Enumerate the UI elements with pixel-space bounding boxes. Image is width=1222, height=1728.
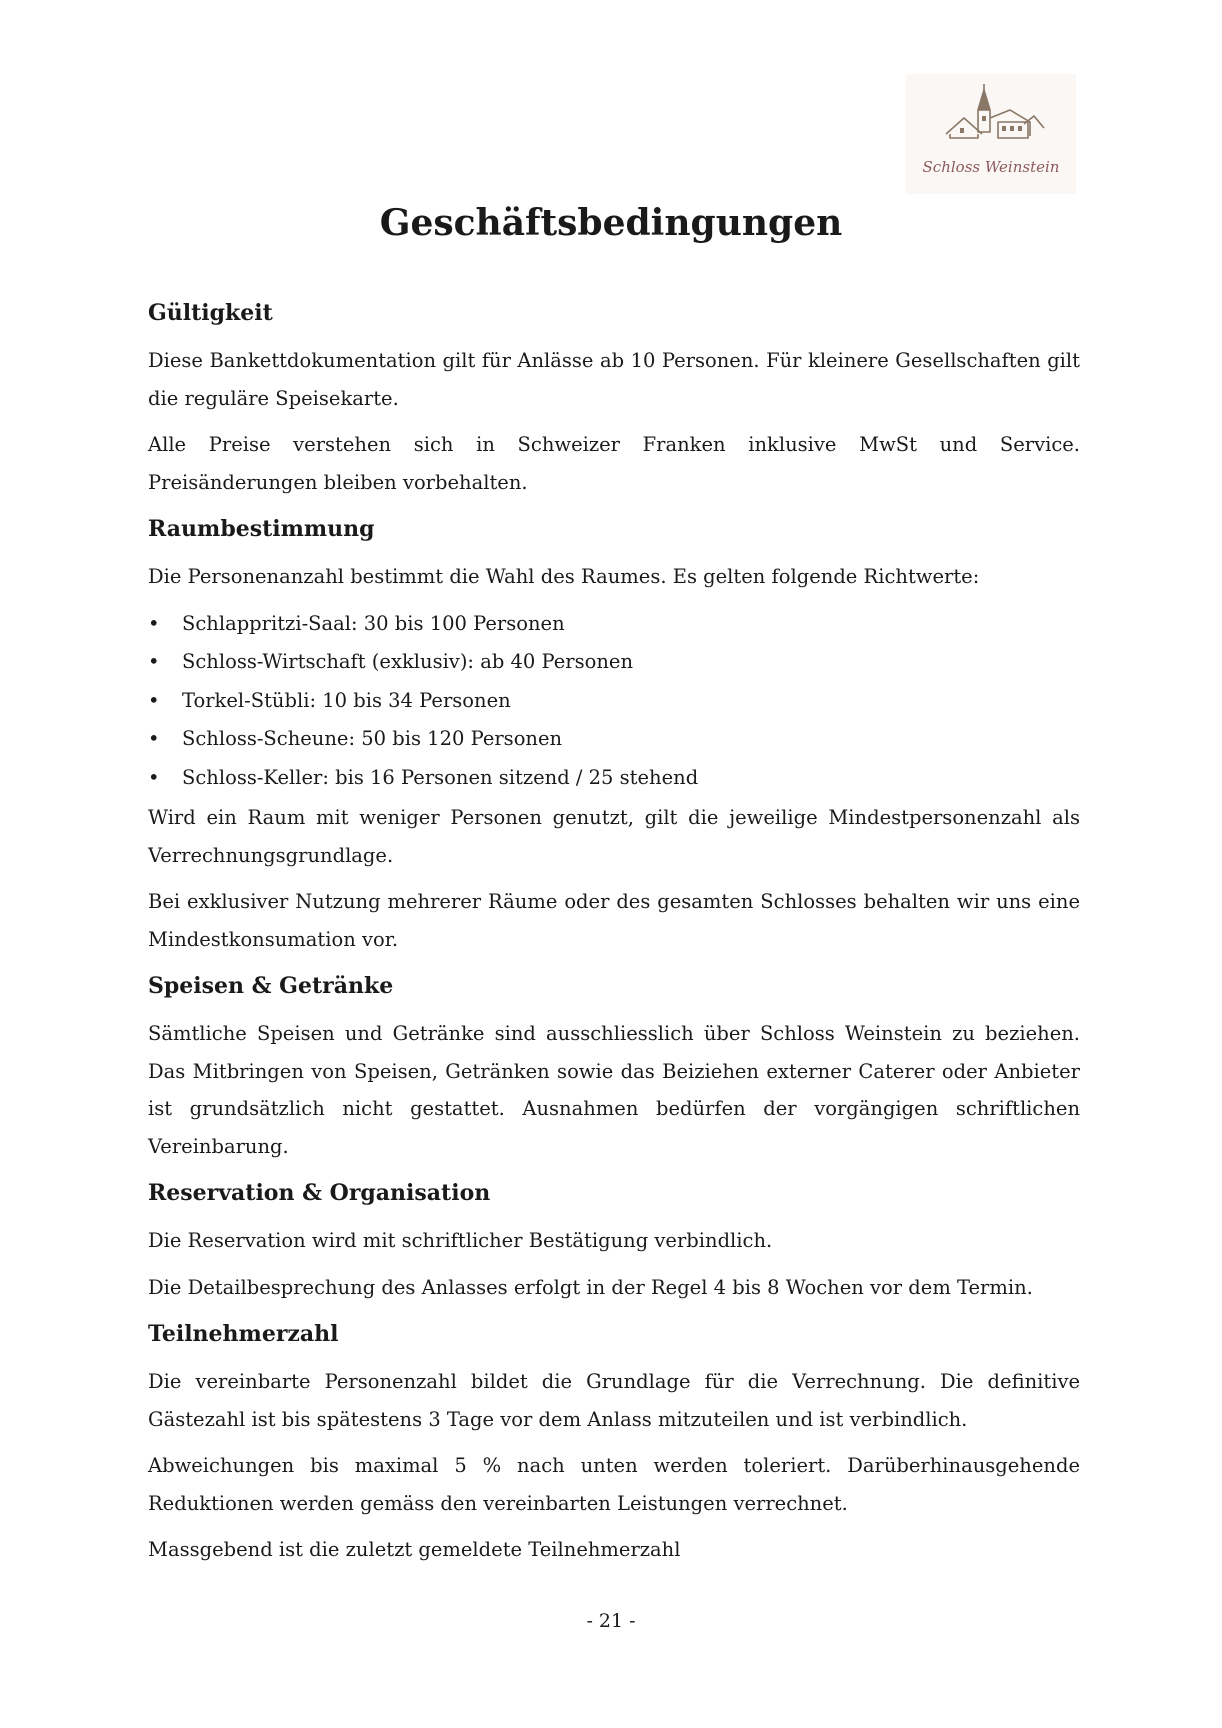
paragraph: Die Personenanzahl bestimmt die Wahl des Raumes. Es gelten folgende Richtwerte: <box>148 565 980 588</box>
list-item: • Schloss-Keller: bis 16 Personen sitzend / 25 stehend <box>148 759 1080 798</box>
section-gueltigkeit <box>148 294 1080 501</box>
paragraph: Abweichungen bis maximal 5 % nach unten werden toleriert. Darüberhinausgehende Reduktionen werden gemäss den vereinbarten Leistungen verrechnet. <box>148 1454 1080 1515</box>
section-raumbestimmung <box>148 510 1080 958</box>
paragraph: Massgebend ist die zuletzt gemeldete Teilnehmerzahl <box>148 1538 681 1561</box>
paragraph: Die vereinbarte Personenzahl bildet die Grundlage für die Verrechnung. Die definitive Gästezahl ist bis spätestens 3 Tage vor dem Anlass mitzuteilen und ist verbindlich. <box>148 1370 1080 1431</box>
section-teilnehmerzahl <box>148 1315 1080 1569</box>
section-heading: Reservation & Organisation <box>148 1180 491 1206</box>
list-item: • Schloss-Scheune: 50 bis 120 Personen <box>148 720 1080 759</box>
paragraph: Diese Bankettdokumentation gilt für Anlässe ab 10 Personen. Für kleinere Gesellschaften gilt die reguläre Speisekarte. <box>148 349 1080 410</box>
paragraph: Die Detailbesprechung des Anlasses erfolgt in der Regel 4 bis 8 Wochen vor dem Termin. <box>148 1275 1033 1299</box>
paragraph: Die Reservation wird mit schriftlicher Bestätigung verbindlich. <box>148 1229 773 1252</box>
section-reservation-organisation <box>148 1174 1080 1306</box>
logo-text: Schloss Weinstein <box>922 158 1060 176</box>
section-heading: Raumbestimmung <box>148 516 375 542</box>
page-title: Geschäftsbedingungen <box>379 202 843 244</box>
section-heading: Speisen & Getränke <box>148 973 394 999</box>
castle-icon <box>906 74 1076 158</box>
paragraph: Sämtliche Speisen und Getränke sind ausschliesslich über Schloss Weinstein zu beziehen. Das Mitbringen von Speisen, Getränken sowie das Beiziehen externer Caterer oder Anbieter ist grundsätzlich nicht gestattet. Ausnahmen bedürfen der vorgängigen schriftlichen Vereinbarung. <box>148 1022 1080 1158</box>
list-item: • Torkel-Stübli: 10 bis 34 Personen <box>148 682 1080 721</box>
paragraph: Bei exklusiver Nutzung mehrerer Räume oder des gesamten Schlosses behalten wir uns eine Mindestkonsumation vor. <box>148 890 1080 951</box>
document-body <box>148 294 1080 1578</box>
page-number: - 21 - <box>586 1610 636 1632</box>
section-heading: Teilnehmerzahl <box>148 1321 339 1347</box>
list-item: • Schloss-Wirtschaft (exklusiv): ab 40 Personen <box>148 643 1080 682</box>
schloss-weinstein-logo <box>906 74 1076 194</box>
room-list <box>148 605 1080 798</box>
list-item: • Schlappritzi-Saal: 30 bis 100 Personen <box>148 605 1080 644</box>
section-heading: Gültigkeit <box>148 300 273 326</box>
paragraph: Alle Preise verstehen sich in Schweizer Franken inklusive MwSt und Service. Preisänderungen bleiben vorbehalten. <box>148 433 1080 494</box>
paragraph: Wird ein Raum mit weniger Personen genutzt, gilt die jeweilige Mindestpersonenzahl als Verrechnungsgrundlage. <box>148 806 1080 867</box>
section-speisen-getraenke <box>148 967 1080 1165</box>
